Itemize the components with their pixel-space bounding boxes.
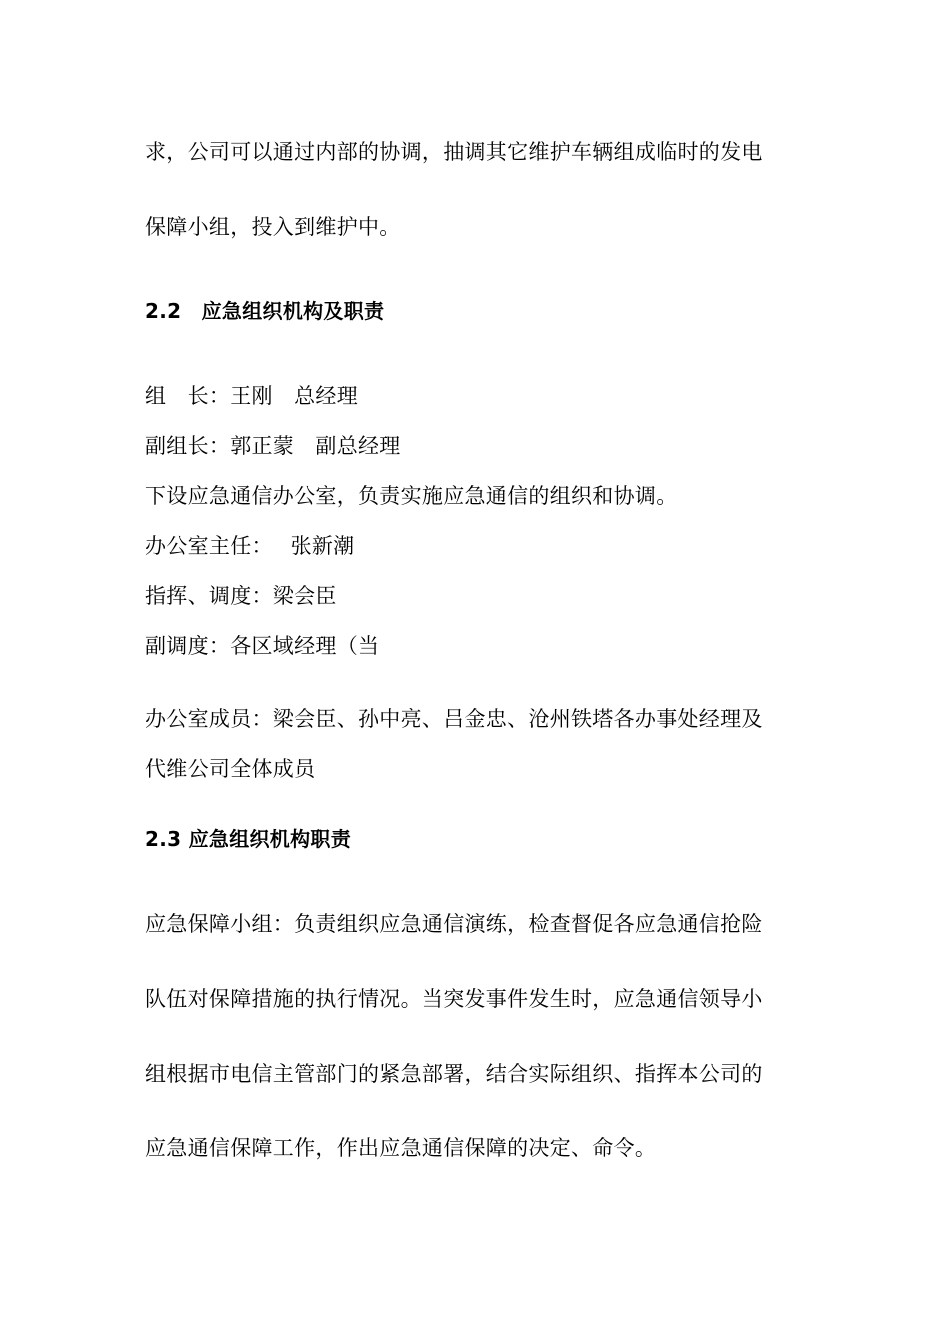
org-leader-line: 组 长：王刚 总经理	[145, 384, 358, 408]
paragraph-line: 队伍对保障措施的执行情况。当突发事件发生时，应急通信领导小	[145, 987, 763, 1011]
org-members-line: 代维公司全体成员	[145, 757, 316, 781]
org-deputy-dispatch-line: 副调度：各区域经理（当	[145, 634, 380, 658]
org-members-line: 办公室成员：梁会臣、孙中亮、吕金忠、沧州铁塔各办事处经理及	[145, 707, 763, 731]
org-office-line: 下设应急通信办公室，负责实施应急通信的组织和协调。	[145, 484, 678, 508]
paragraph-line: 保障小组，投入到维护中。	[145, 215, 401, 239]
section-heading-2-3: 2.3 应急组织机构职责	[145, 827, 351, 851]
paragraph-line: 组根据市电信主管部门的紧急部署，结合实际组织、指挥本公司的	[145, 1062, 763, 1086]
org-deputy-leader-line: 副组长：郭正蒙 副总经理	[145, 434, 401, 458]
paragraph-line: 应急通信保障工作，作出应急通信保障的决定、命令。	[145, 1136, 657, 1160]
section-heading-2-2: 2.2 应急组织机构及职责	[145, 299, 385, 323]
org-office-director-line: 办公室主任： 张新潮	[145, 534, 355, 558]
paragraph-line: 求，公司可以通过内部的协调，抽调其它维护车辆组成临时的发电	[145, 140, 763, 164]
paragraph-line: 应急保障小组：负责组织应急通信演练，检查督促各应急通信抢险	[145, 912, 763, 936]
org-dispatch-line: 指挥、调度：梁会臣	[145, 584, 337, 608]
